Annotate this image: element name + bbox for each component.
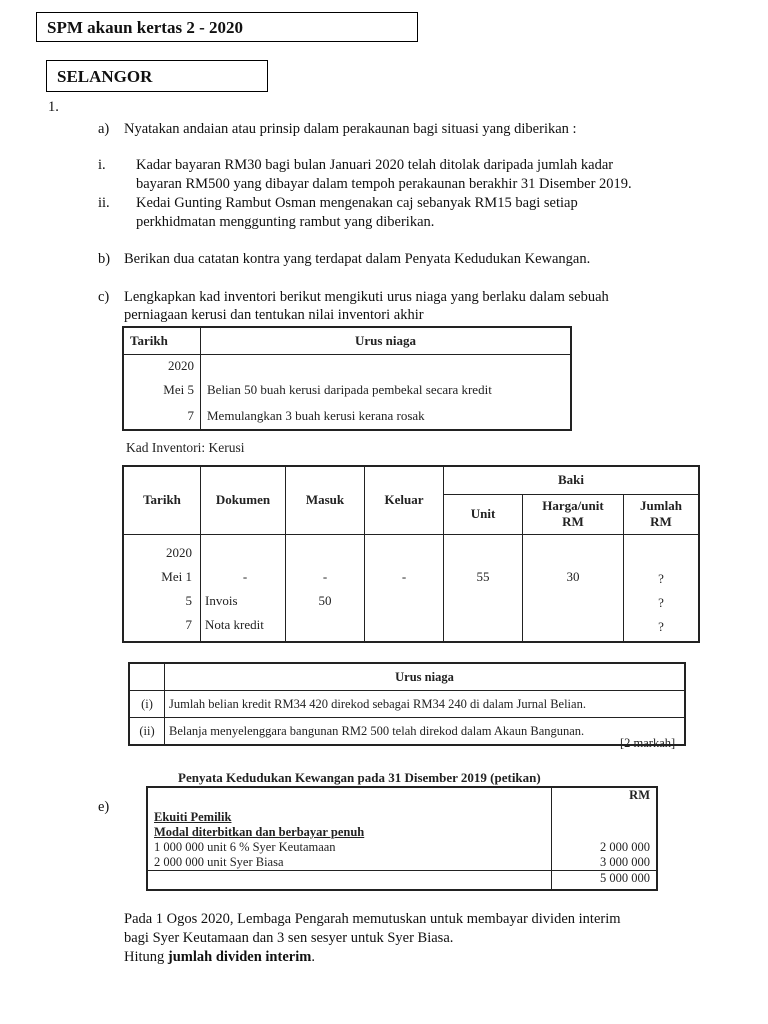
- inv-col-total: [624, 494, 700, 534]
- inventory-card-table: [122, 465, 700, 643]
- statement-line-label: 2 000 000 unit Syer Biasa: [147, 855, 552, 871]
- inv-price: [523, 613, 623, 637]
- inv-out: [365, 613, 443, 637]
- inv-in: -: [322, 568, 328, 584]
- item-ii-num: ii.: [98, 195, 110, 211]
- inv-date-cell: [123, 534, 201, 642]
- equity-label: Ekuiti Pemilik: [147, 810, 552, 825]
- trans-col-desc: Urus niaga: [201, 327, 572, 355]
- inv-doc: Invois: [205, 592, 238, 608]
- inv-in: 50: [318, 592, 332, 608]
- inv-unit: [444, 613, 522, 637]
- statement-col-rm: RM: [629, 788, 650, 802]
- errors-table: [128, 662, 686, 746]
- inv-col-price-label: Harga/unit: [542, 498, 604, 513]
- part-e-para-line2: bagi Syer Keutamaan dan 3 sen sesyer untuk Syer Biasa.: [124, 930, 454, 946]
- inv-col-total-label: Jumlah: [640, 498, 682, 513]
- part-e-letter: e): [98, 799, 110, 815]
- part-c-letter: c): [98, 289, 110, 305]
- trans-row-desc: Belian 50 buah kerusi daripada pembekal secara kredit: [207, 382, 492, 397]
- part-c-line1: Lengkapkan kad inventori berikut mengikuti urus niaga yang berlaku dalam sebuah: [124, 289, 609, 305]
- statement-line-label: 1 000 000 unit 6 % Syer Keutamaan: [147, 840, 552, 855]
- inv-out: [365, 589, 443, 613]
- error-text: Belanja menyelenggara bangunan RM2 500 telah direkod dalam Akaun Bangunan.: [165, 718, 686, 746]
- inv-out-cell: [365, 534, 444, 642]
- inv-unit: 55: [476, 568, 490, 584]
- state-title: SELANGOR: [46, 60, 268, 92]
- ask-bold: jumlah dividen interim: [167, 949, 312, 965]
- inv-total: ?: [658, 570, 664, 586]
- inv-doc: -: [242, 568, 248, 584]
- inv-doc: Nota kredit: [205, 616, 264, 632]
- inv-date: 7: [185, 616, 192, 632]
- trans-col-date: Tarikh: [123, 327, 201, 355]
- inv-col-unit: Unit: [444, 494, 523, 534]
- inv-col-doc: Dokumen: [201, 466, 286, 534]
- inv-total: ?: [658, 618, 664, 634]
- part-c-line2: perniagaan kerusi dan tentukan nilai inventori akhir: [124, 307, 424, 323]
- item-i-line2: bayaran RM500 yang dibayar dalam tempoh perakaunan berakhir 31 Disember 2019.: [136, 176, 632, 192]
- inv-price: 30: [566, 568, 580, 584]
- inv-unit: [444, 589, 522, 613]
- statement-line-value: 2 000 000: [600, 840, 650, 854]
- inv-price-cell: [523, 534, 624, 642]
- statement-line-value: 3 000 000: [600, 855, 650, 869]
- item-ii-line1: Kedai Gunting Rambut Osman mengenakan caj sebanyak RM15 bagi setiap: [136, 195, 578, 211]
- inv-col-total-unit: RM: [650, 514, 672, 529]
- trans-row-date: Mei 5: [123, 377, 201, 403]
- part-b-text: Berikan dua catatan kontra yang terdapat dalam Penyata Kedudukan Kewangan.: [124, 251, 591, 267]
- inv-price: [523, 589, 623, 613]
- part-a-text: Nyatakan andaian atau prinsip dalam perakaunan bagi situasi yang diberikan :: [124, 121, 577, 137]
- inv-out: -: [401, 568, 407, 584]
- ask-prefix: Hitung: [124, 949, 168, 965]
- inv-total-cell: [624, 534, 700, 642]
- inv-col-baki: Baki: [444, 466, 700, 494]
- trans-year: 2020: [123, 355, 201, 378]
- item-i-line1: Kadar bayaran RM30 bagi bulan Januari 2020 telah ditolak daripada jumlah kadar: [136, 157, 614, 173]
- error-num: (ii): [129, 718, 165, 746]
- trans-row-date: 7: [123, 403, 201, 430]
- item-i-num: i.: [98, 157, 106, 173]
- part-a-letter: a): [98, 121, 110, 137]
- inv-in: [286, 613, 364, 637]
- capital-label: Modal diterbitkan dan berbayar penuh: [147, 825, 552, 840]
- inv-total: ?: [658, 594, 664, 610]
- inv-date: 5: [185, 592, 192, 608]
- statement-total: 5 000 000: [552, 871, 658, 891]
- part-e-question: [124, 948, 315, 967]
- inv-in-cell: [286, 534, 365, 642]
- inv-col-date: Tarikh: [123, 466, 201, 534]
- question-number: 1.: [48, 99, 59, 115]
- inv-unit-cell: [444, 534, 523, 642]
- part-b-letter: b): [98, 251, 111, 267]
- error-num: (i): [129, 691, 165, 718]
- statement-title: Penyata Kedudukan Kewangan pada 31 Disember 2019 (petikan): [178, 770, 541, 785]
- inv-col-in: Masuk: [286, 466, 365, 534]
- trans-row-desc: Memulangkan 3 buah kerusi kerana rosak: [207, 408, 425, 423]
- inv-year: 2020: [166, 544, 192, 560]
- errors-header: Urus niaga: [165, 663, 686, 691]
- marks-label: [2 markah]: [620, 736, 676, 750]
- transaction-table: [122, 326, 572, 431]
- error-text: Jumlah belian kredit RM34 420 direkod sebagai RM34 240 di dalam Jurnal Belian.: [165, 691, 686, 718]
- paper-title: SPM akaun kertas 2 - 2020: [36, 12, 418, 42]
- inv-doc-cell: [201, 534, 286, 642]
- inv-col-price: [523, 494, 624, 534]
- inv-date: Mei 1: [161, 568, 192, 584]
- inventory-card-title: Kad Inventori: Kerusi: [126, 440, 245, 455]
- statement-table: [146, 786, 658, 891]
- inv-col-price-unit: RM: [562, 514, 584, 529]
- ask-suffix: .: [311, 949, 315, 965]
- item-ii-line2: perkhidmatan menggunting rambut yang diberikan.: [136, 214, 435, 230]
- inv-col-out: Keluar: [365, 466, 444, 534]
- part-e-para-line1: Pada 1 Ogos 2020, Lembaga Pengarah memutuskan untuk membayar dividen interim: [124, 911, 621, 927]
